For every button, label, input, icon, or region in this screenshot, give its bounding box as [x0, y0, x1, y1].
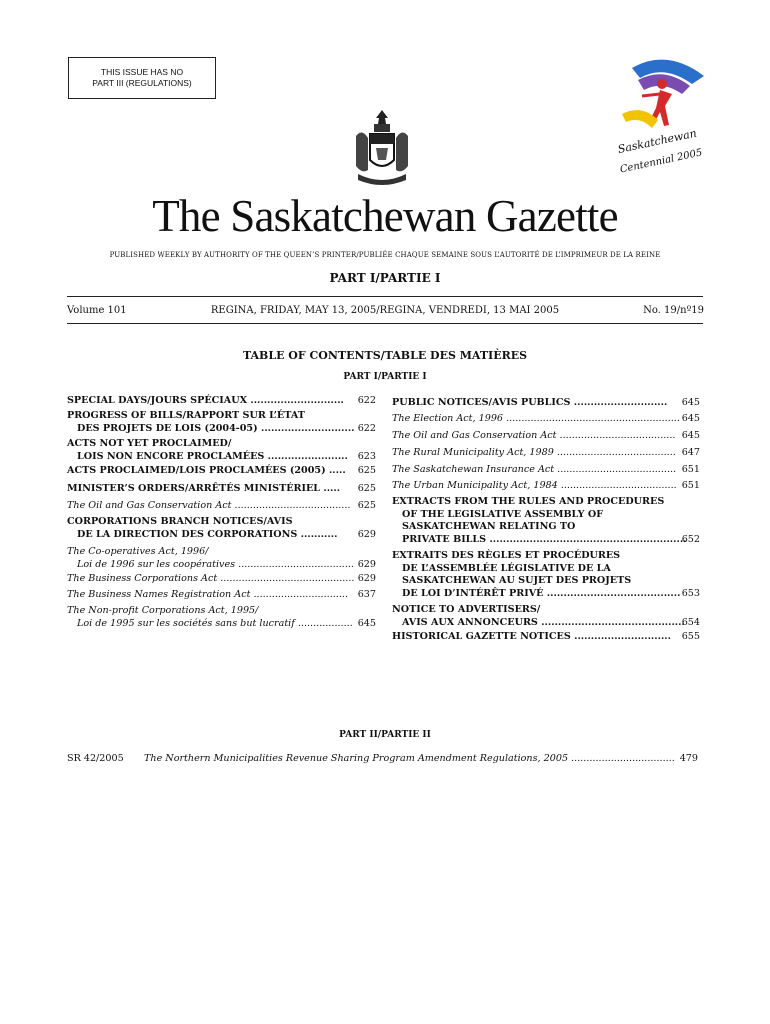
right-entry-line: NOTICE TO ADVERTISERS/ — [392, 604, 541, 615]
left-entry-line: The Business Names Registration Act ............................... — [67, 589, 349, 600]
right-entry-line: AVIS AUX ANNONCEURS ........................................... — [402, 616, 685, 628]
left-page-number: 625 — [357, 483, 376, 494]
left-entry-line: SPECIAL DAYS/JOURS SPÉCIAUX ............................ — [67, 395, 344, 406]
right-entry — [392, 604, 685, 629]
left-page-number: 622 — [357, 422, 376, 434]
regulation-page: 479 — [679, 753, 698, 764]
right-entry — [392, 413, 680, 426]
right-page-number: 653 — [681, 587, 700, 599]
part-heading: PART I/PARTIE I — [329, 271, 441, 285]
part-two-heading: PART II/PARTIE II — [339, 730, 431, 740]
divider-top — [67, 296, 703, 297]
right-entry — [392, 480, 677, 493]
left-entry — [67, 500, 350, 513]
right-entry — [392, 496, 687, 546]
right-entry — [392, 464, 676, 477]
right-entry-line: The Rural Municipality Act, 1989 ....................................... — [392, 447, 676, 458]
right-entry — [392, 430, 675, 443]
left-page-number: 629 — [357, 528, 376, 540]
left-entry-line: The Oil and Gas Conservation Act ...................................... — [67, 500, 351, 511]
left-entry — [67, 546, 354, 571]
left-entry — [67, 516, 337, 541]
right-entry-line: PUBLIC NOTICES/AVIS PUBLICS ............................ — [392, 397, 668, 408]
left-page-number: 629 — [357, 558, 376, 570]
left-page-number: 629 — [357, 573, 376, 584]
right-entry — [392, 550, 680, 600]
left-entry — [67, 410, 355, 435]
left-page-number: 625 — [357, 500, 376, 511]
left-entry-line: ACTS PROCLAIMED/LOIS PROCLAMÉES (2005) ..... — [67, 465, 346, 476]
right-entry-line: SASKATCHEWAN RELATING TO — [402, 521, 576, 532]
regulation-code: SR 42/2005 — [67, 753, 124, 764]
left-entry — [67, 395, 344, 408]
right-entry-line: The Urban Municipality Act, 1984 ...................................... — [392, 480, 677, 491]
right-entry-line: HISTORICAL GAZETTE NOTICES ............................. — [392, 631, 671, 642]
right-entry-line: The Saskatchewan Insurance Act ....................................... — [392, 464, 677, 475]
notice-line-1: THIS ISSUE HAS NO — [100, 67, 184, 77]
left-entry-line: ACTS NOT YET PROCLAIMED/ — [67, 438, 232, 449]
right-page-number: 654 — [681, 616, 700, 628]
right-entry-line: OF THE LEGISLATIVE ASSEMBLY OF — [402, 508, 604, 520]
left-entry — [67, 438, 348, 463]
left-entry-line: MINISTER’S ORDERS/ARRÊTÉS MINISTÉRIEL ..... — [67, 483, 341, 494]
right-entry-line: EXTRACTS FROM THE RULES AND PROCEDURES — [392, 496, 665, 507]
left-page-number: 645 — [357, 617, 376, 629]
right-entry — [392, 397, 667, 410]
left-entry-line: DE LA DIRECTION DES CORPORATIONS ........... — [77, 528, 338, 540]
left-entry — [67, 483, 340, 496]
coat-of-arms-icon — [352, 108, 412, 188]
left-entry-line: CORPORATIONS BRANCH NOTICES/AVIS — [67, 516, 293, 527]
right-entry-line: The Oil and Gas Conservation Act ...................................... — [392, 430, 676, 441]
right-page-number: 655 — [681, 631, 700, 642]
right-entry — [392, 631, 671, 644]
no-regulations-notice — [68, 57, 216, 99]
right-entry-line: DE L’ASSEMBLÉE LÉGISLATIVE DE LA — [402, 562, 611, 574]
centennial-logo-icon — [612, 50, 710, 180]
left-entry-line: Loi de 1996 sur les coopératives ...................................... — [77, 558, 354, 570]
left-entry — [67, 465, 346, 478]
right-entry-line: PRIVATE BILLS ........................................................... — [402, 533, 687, 545]
left-entry-line: The Business Corporations Act ............................................ — [67, 573, 355, 584]
left-entry-line: The Non-profit Corporations Act, 1995/ — [67, 605, 259, 616]
right-page-number: 651 — [681, 480, 700, 491]
toc-part-heading: PART I/PARTIE I — [343, 372, 427, 382]
right-page-number: 651 — [681, 464, 700, 475]
logo-text-2: Centennial 2005 — [619, 147, 704, 176]
gazette-title: The Saskatchewan Gazette — [152, 191, 618, 241]
issue-date: REGINA, FRIDAY, MAY 13, 2005/REGINA, VENDREDI, 13 MAI 2005 — [210, 305, 560, 316]
right-page-number: 652 — [681, 533, 700, 545]
left-entry-line: PROGRESS OF BILLS/RAPPORT SUR L’ÉTAT — [67, 410, 305, 421]
right-entry-line: DE LOI D’INTÉRÊT PRIVÉ ........................................ — [402, 587, 681, 599]
left-page-number: 625 — [357, 465, 376, 476]
left-entry-line: LOIS NON ENCORE PROCLAMÉES ........................ — [77, 450, 348, 462]
left-page-number: 623 — [357, 450, 376, 462]
volume-label: Volume 101 — [67, 305, 127, 316]
right-page-number: 647 — [681, 447, 700, 458]
publisher-line: PUBLISHED WEEKLY BY AUTHORITY OF THE QUEEN’S PRINTER/PUBLIÉE CHAQUE SEMAINE SOUS L’AUTORITÉ DE L’IMPRIMEUR DE LA REINE — [109, 251, 661, 259]
left-page-number: 622 — [357, 395, 376, 406]
right-entry-line: SASKATCHEWAN AU SUJET DES PROJETS — [402, 575, 632, 586]
notice-line-2: PART III (REGULATIONS) — [92, 78, 192, 88]
right-page-number: 645 — [681, 430, 700, 441]
left-entry-line: Loi de 1995 sur les sociétés sans but lucratif .................. — [77, 617, 353, 629]
regulation-title: The Northern Municipalities Revenue Sharing Program Amendment Regulations, 2005 .................................. — [144, 753, 675, 764]
left-entry — [67, 589, 348, 602]
issue-number: No. 19/nº19 — [643, 305, 704, 316]
right-page-number: 645 — [681, 413, 700, 424]
right-entry — [392, 447, 676, 460]
right-entry-line: EXTRAITS DES RÈGLES ET PROCÉDURES — [392, 550, 621, 561]
left-page-number: 637 — [357, 589, 376, 600]
divider-bottom — [67, 323, 703, 324]
left-entry-line: The Co-operatives Act, 1996/ — [67, 546, 209, 557]
left-entry — [67, 573, 354, 586]
right-page-number: 645 — [681, 397, 700, 408]
left-entry — [67, 605, 353, 630]
toc-title: TABLE OF CONTENTS/TABLE DES MATIÈRES — [242, 349, 528, 362]
left-entry-line: DES PROJETS DE LOIS (2004-05) ............................ — [77, 422, 355, 434]
right-entry-line: The Election Act, 1996 ......................................................... — [392, 413, 680, 424]
logo-text-1: Saskatchewan — [616, 126, 698, 157]
